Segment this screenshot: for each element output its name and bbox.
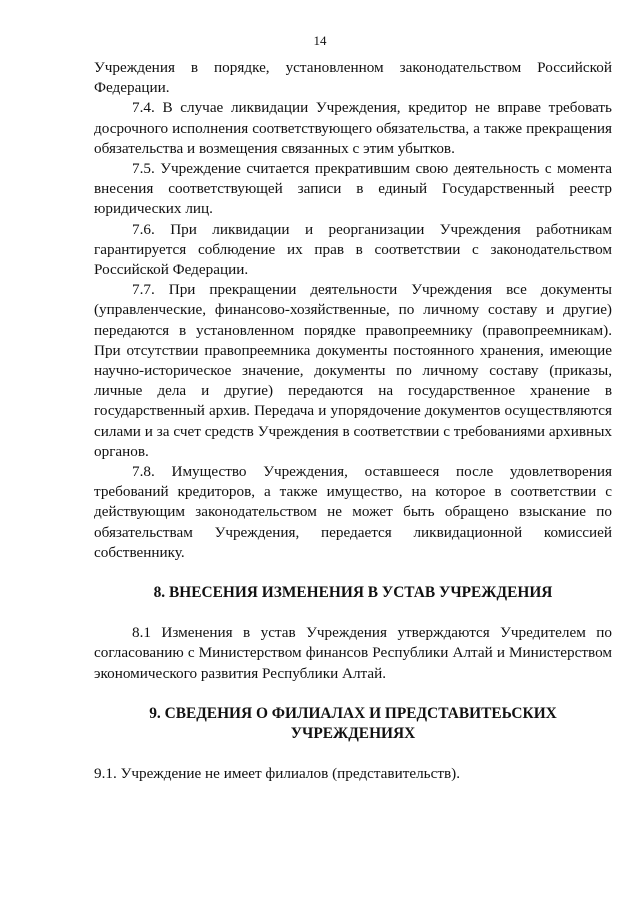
paragraph-7-8: 7.8. Имущество Учреждения, оставшееся после удовлетворения требований кредиторов, а также имущество, на которое в соответствии с действующим законодательством не может быть обращено взыскание по обязательствам Учреждения, передается ликвидационной комиссией собственнику.	[94, 463, 612, 561]
document-body	[94, 58, 612, 785]
paragraph-7-4: 7.4. В случае ликвидации Учреждения, кредитор не вправе требовать досрочного исполнения соответствующего обязательства, а также прекращения обязательства и возмещения связанных с этим убытков.	[94, 99, 612, 157]
paragraph-7-3-continuation: Учреждения в порядке, установленном законодательством Российской Федерации.	[94, 59, 612, 97]
section-9-heading	[94, 704, 612, 744]
paragraph-9-1: 9.1. Учреждение не имеет филиалов (представительств).	[94, 765, 461, 783]
section-8-heading: 8. ВНЕСЕНИЯ ИЗМЕНЕНИЯ В УСТАВ УЧРЕЖДЕНИЯ	[153, 584, 553, 602]
paragraph-7-6: 7.6. При ликвидации и реорганизации Учреждения работникам гарантируется соблюдение их прав в соответствии с законодательством Российской Федерации.	[94, 220, 612, 279]
paragraph-7-7: 7.7. При прекращении деятельности Учреждения все документы (управленческие, финансово-хозяйственные, по личному составу и другие) передаются в установленном порядке правопреемнику (правопреемникам). При отсутствии правопреемника документы постоянного хранения, имеющие научно-историческое значение, документы по личному составу (приказы, личные дела и другие) передаются на государственное хранение в государственный архив. Передача и упорядочение документов осуществляются силами и за счет средств Учреждения в соответствии с требованиями архивных органов.	[94, 281, 612, 460]
section-9-heading-line2: УЧРЕЖДЕНИЯХ	[290, 725, 416, 743]
section-9-heading-line1: 9. СВЕДЕНИЯ О ФИЛИАЛАХ И ПРЕДСТАВИТЕЬСКИХ	[149, 704, 557, 722]
paragraph-7-5: 7.5. Учреждение считается прекратившим свою деятельность с момента внесения соответствующей записи в единый Государственный реестр юридических лиц.	[94, 160, 612, 218]
paragraph-8-1: 8.1 Изменения в устав Учреждения утверждаются Учредителем по согласованию с Министерством финансов Республики Алтай и Министерством экономического развития Республики Алтай.	[94, 624, 612, 682]
page-number: 14	[313, 33, 327, 48]
